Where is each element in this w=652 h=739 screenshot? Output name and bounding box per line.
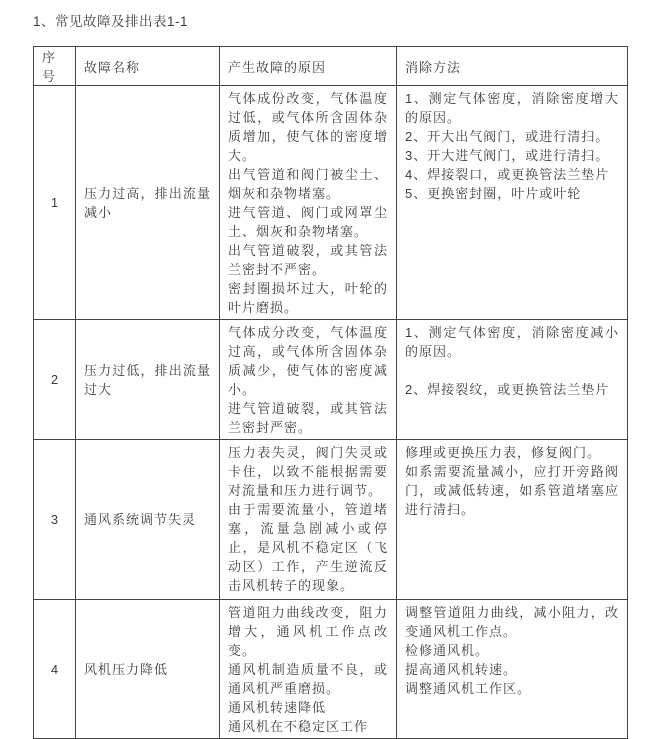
method-paragraph: 调整管道阻力曲线，减小阻力，改变通风机工作点。: [405, 605, 619, 639]
cause-paragraph: 压力表失灵，阀门失灵或卡住，以致不能根据需要对流量和压力进行调节。: [228, 445, 388, 498]
method-paragraph: 如系需要流量减小，应打开旁路阀门，或减低转速，如系管道堵塞应进行清扫。: [405, 464, 619, 517]
document-page: [0, 12, 652, 734]
cell-serial: 4: [34, 600, 76, 739]
cause-paragraph: 气体成分改变，气体温度过高，或气体所含固体杂质减少，使气体的密度减小。: [228, 325, 388, 397]
cell-serial: 3: [34, 440, 76, 600]
method-paragraph: 提高通风机转速。: [405, 662, 518, 677]
cause-paragraph: 通风机转速降低: [228, 700, 327, 715]
method-paragraph: 4、焊接裂口，或更换管法兰垫片: [405, 167, 610, 182]
method-paragraph: 2、开大出气阀门，或进行清扫。: [405, 129, 610, 144]
header-fault-name: 故障名称: [76, 47, 220, 86]
cell-causes: [220, 320, 397, 440]
cell-serial: 1: [34, 86, 76, 320]
cell-serial: 2: [34, 320, 76, 440]
cell-methods: [397, 600, 628, 739]
table-row: [34, 440, 628, 600]
method-paragraph: 检修通风机。: [405, 643, 490, 658]
table-header-row: [34, 47, 628, 86]
method-paragraph: 修理或更换压力表，修复阀门。: [405, 445, 602, 460]
blank-line: [405, 361, 619, 380]
cause-paragraph: 进气管道、阀门或网罩尘土、烟灰和杂物堵塞。: [228, 205, 388, 239]
header-method: 消除方法: [397, 47, 628, 86]
cause-paragraph: 气体成份改变，气体温度过低，或气体所含固体杂质增加，使气体的密度增大。: [228, 91, 388, 163]
cause-paragraph: 密封圈损坏过大，叶轮的叶片磨损。: [228, 281, 388, 315]
cause-paragraph: 进气管道破裂，或其管法兰密封严密。: [228, 401, 388, 435]
table-row: [34, 320, 628, 440]
table-row: [34, 86, 628, 320]
cell-fault-name: 风机压力降低: [76, 600, 220, 739]
cell-causes: [220, 440, 397, 600]
fault-table: [33, 46, 628, 739]
cell-causes: [220, 600, 397, 739]
header-serial: 序号: [34, 47, 76, 86]
cell-fault-name: 通风系统调节失灵: [76, 440, 220, 600]
cause-paragraph: 出气管道破裂，或其管法兰密封不严密。: [228, 243, 388, 277]
method-paragraph: 2、焊接裂纹，或更换管法兰垫片: [405, 382, 610, 397]
cell-fault-name: 压力过高，排出流量减小: [76, 86, 220, 320]
cause-paragraph: 通风机在不稳定区工作: [228, 719, 369, 734]
method-paragraph: 1、测定气体密度，消除密度减小的原因。: [405, 325, 619, 359]
cause-paragraph: 通风机制造质量不良，或通风机严重磨损。: [228, 662, 388, 696]
cell-fault-name: 压力过低，排出流量过大: [76, 320, 220, 440]
cause-paragraph: 由于需要流量小，管道堵塞，流量急剧减小或停止，是风机不稳定区（飞动区）工作，产生逆流反击风机转子的现象。: [228, 502, 388, 593]
table-row: [34, 600, 628, 739]
method-paragraph: 3、开大进气阀门，或进行清扫。: [405, 148, 610, 163]
header-cause: 产生故障的原因: [220, 47, 397, 86]
method-paragraph: 调整通风机工作区。: [405, 681, 532, 696]
cause-paragraph: 出气管道和阀门被尘土、烟灰和杂物堵塞。: [228, 167, 388, 201]
cause-paragraph: 管道阻力曲线改变，阻力增大，通风机工作点改变。: [228, 605, 388, 658]
method-paragraph: 1、测定气体密度，消除密度增大的原因。: [405, 91, 619, 125]
method-paragraph: 5、更换密封圈，叶片或叶轮: [405, 186, 582, 201]
page-title: 1、常见故障及排出表1-1: [33, 14, 189, 29]
cell-methods: [397, 440, 628, 600]
cell-methods: [397, 86, 628, 320]
cell-causes: [220, 86, 397, 320]
cell-methods: [397, 320, 628, 440]
